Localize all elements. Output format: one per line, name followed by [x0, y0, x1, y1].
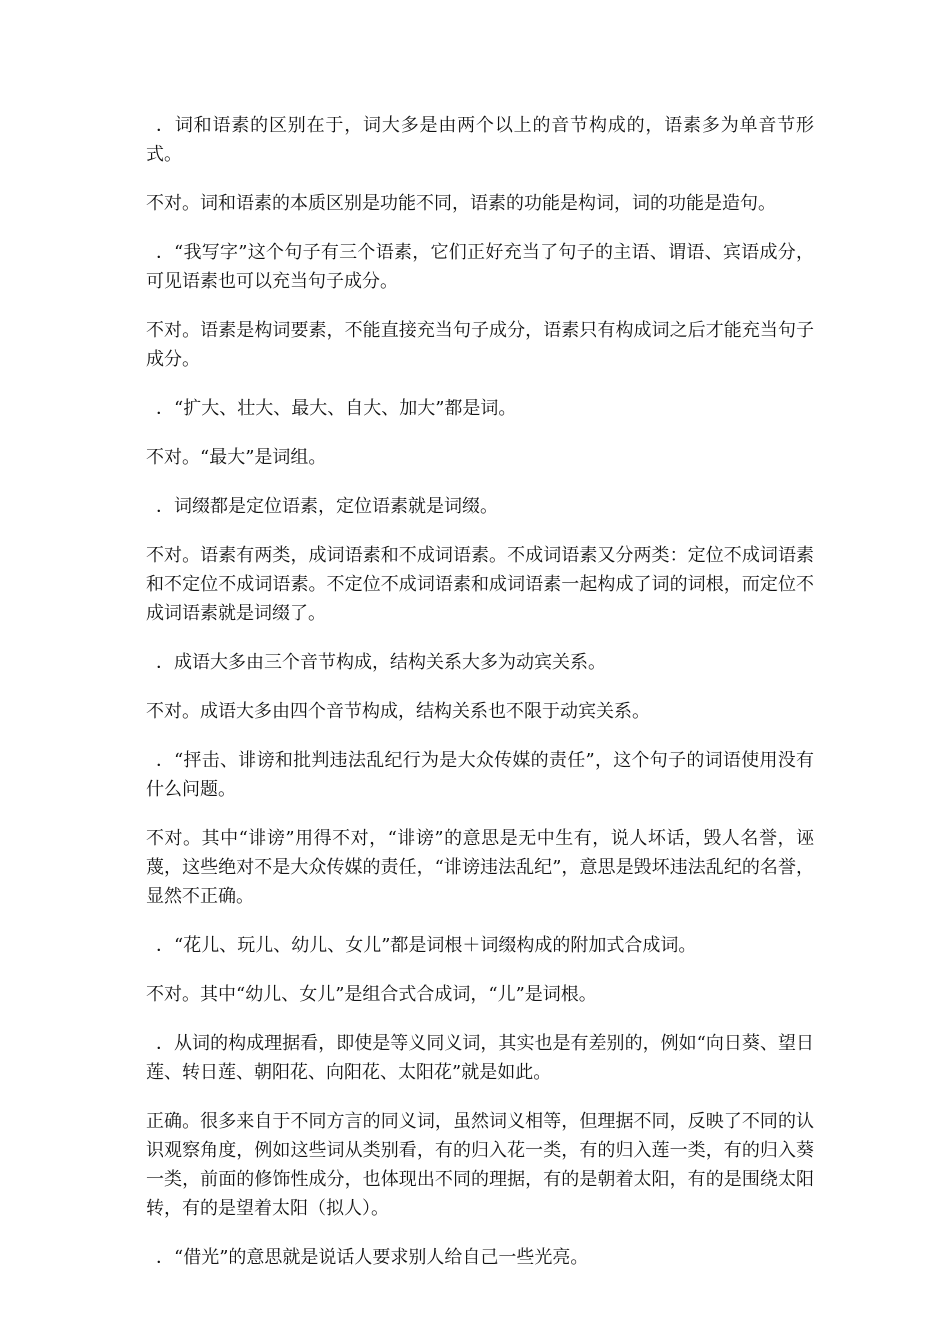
list-marker: ． [156, 242, 174, 263]
question-text: 词和语素的区别在于，词大多是由两个以上的音节构成的，语素多为单音节形式。 [146, 115, 814, 165]
answer-3: 不对。“最大”是词组。 [146, 447, 327, 468]
question-text: “扩大、壮大、最大、自大、加大”都是词。 [174, 398, 517, 419]
question-4 [146, 492, 814, 521]
answer-5: 不对。成语大多由四个音节构成，结构关系也不限于动宾关系。 [146, 701, 650, 722]
list-marker: ． [156, 496, 174, 517]
list-marker: ． [156, 935, 174, 956]
question-8 [146, 1029, 814, 1087]
question-1 [146, 111, 814, 169]
list-marker: ． [156, 398, 174, 419]
answer-1: 不对。词和语素的本质区别是功能不同，语素的功能是构词，词的功能是造句。 [146, 193, 776, 214]
question-2 [146, 238, 814, 296]
answer-8: 正确。很多来自于不同方言的同义词，虽然词义相等，但理据不同，反映了不同的认识观察角度，例如这些词从类别看，有的归入花一类，有的归入莲一类，有的归入葵一类，前面的修饰性成分，也体现出不同的理据，有的是朝着太阳，有的是围绕太阳转，有的是望着太阳（拟人）。 [146, 1111, 814, 1219]
question-9 [146, 1243, 814, 1272]
document-body [146, 111, 814, 1292]
question-text: “花儿、玩儿、幼儿、女儿”都是词根＋词缀构成的附加式合成词。 [174, 935, 697, 956]
question-6 [146, 746, 814, 804]
question-text: “借光”的意思就是说话人要求别人给自己一些光亮。 [174, 1247, 589, 1268]
list-marker: ． [156, 1247, 174, 1268]
answer-2: 不对。语素是构词要素，不能直接充当句子成分，语素只有构成词之后才能充当句子成分。 [146, 320, 814, 370]
list-marker: ． [156, 750, 174, 771]
answer-7: 不对。其中“幼儿、女儿”是组合式合成词，“儿”是词根。 [146, 984, 597, 1005]
question-7 [146, 931, 814, 960]
question-text: “我写字”这个句子有三个语素，它们正好充当了句子的主语、谓语、宾语成分，可见语素也可以充当句子成分。 [146, 242, 814, 292]
question-3 [146, 394, 814, 423]
question-text: 词缀都是定位语素，定位语素就是词缀。 [174, 496, 498, 517]
list-marker: ． [156, 652, 174, 673]
question-text: 从词的构成理据看，即使是等义同义词，其实也是有差别的，例如“向日葵、望日莲、转日莲、朝阳花、向阳花、太阳花”就是如此。 [146, 1033, 814, 1083]
question-text: 成语大多由三个音节构成，结构关系大多为动宾关系。 [174, 652, 606, 673]
list-marker: ． [156, 115, 174, 136]
question-text: “抨击、诽谤和批判违法乱纪行为是大众传媒的责任”，这个句子的词语使用没有什么问题。 [146, 750, 814, 800]
answer-6: 不对。其中“诽谤”用得不对，“诽谤”的意思是无中生有，说人坏话，毁人名誉，诬蔑，这些绝对不是大众传媒的责任，“诽谤违法乱纪”，意思是毁坏违法乱纪的名誉，显然不正确。 [146, 828, 814, 907]
list-marker: ． [156, 1033, 174, 1054]
answer-4: 不对。语素有两类，成词语素和不成词语素。不成词语素又分两类：定位不成词语素和不定位不成词语素。不定位不成词语素和成词语素一起构成了词的词根，而定位不成词语素就是词缀了。 [146, 545, 814, 624]
question-5 [146, 648, 814, 677]
